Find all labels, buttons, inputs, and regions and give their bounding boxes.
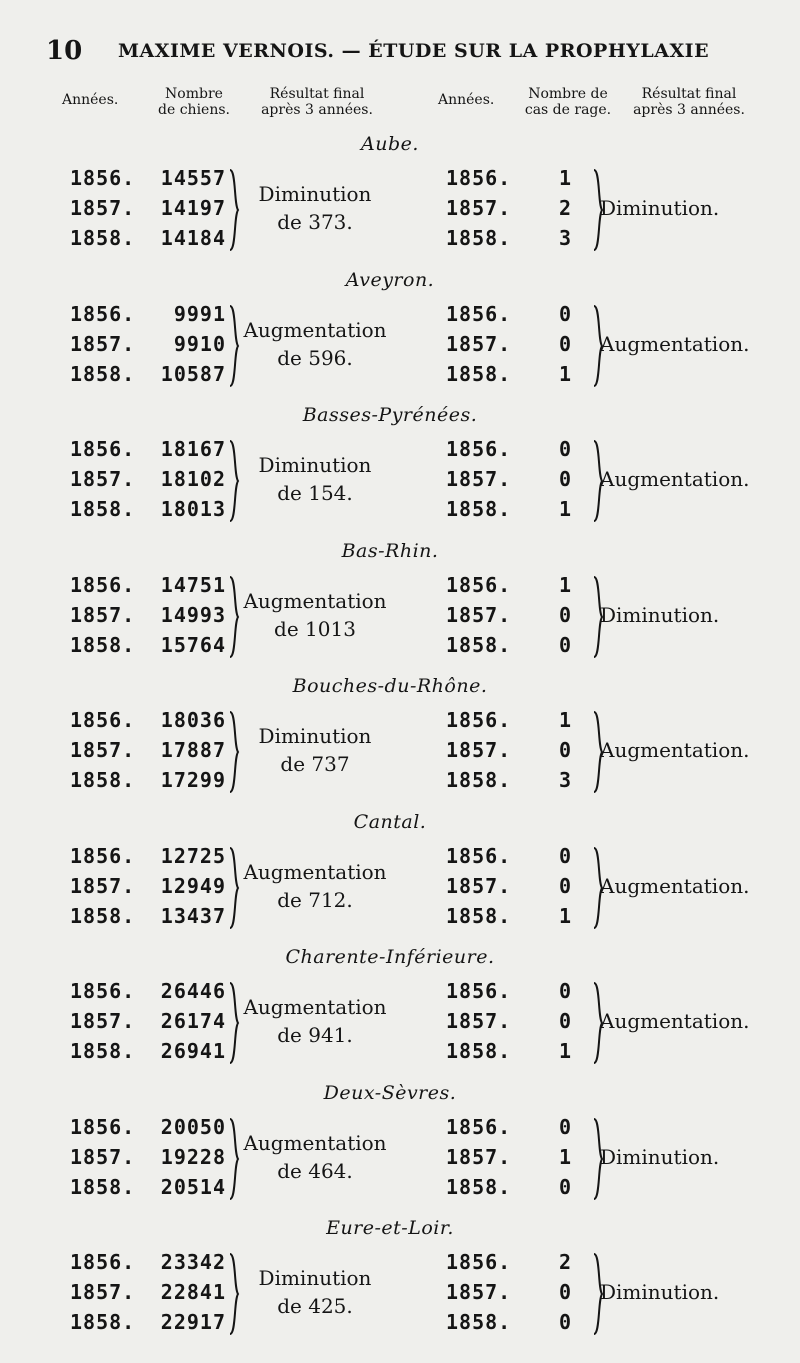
case-count: 1	[558, 361, 572, 386]
column-header-result-left-line2: après 3 années.	[261, 102, 373, 118]
dog-count: 14184	[160, 226, 226, 250]
dog-count: 15764	[160, 632, 226, 657]
dog-count: 12949	[160, 873, 226, 898]
dog-year: 1857.	[70, 738, 136, 762]
dog-year: 1857.	[70, 1280, 136, 1304]
dog-count: 19228	[160, 1144, 226, 1169]
result-right: Augmentation.	[600, 331, 750, 356]
result-left-line2: de 596.	[277, 345, 353, 370]
result-left	[236, 451, 394, 507]
department-name: Cantal.	[353, 810, 427, 833]
dog-year: 1856.	[70, 437, 136, 461]
result-left	[236, 858, 394, 914]
column-header-result-right-line2: après 3 années.	[633, 102, 745, 118]
dog-year: 1856.	[70, 843, 136, 868]
column-header-cases-line1: Nombre de	[528, 86, 608, 102]
dog-count: 13437	[160, 903, 226, 928]
dog-count: 18167	[160, 437, 226, 461]
dog-count: 18102	[160, 467, 226, 491]
running-title: MAXIME VERNOIS. — ÉTUDE SUR LA PROPHYLAXIE	[118, 40, 710, 62]
column-header-result-left-line1: Résultat final	[269, 86, 365, 102]
column-header-cases-line2: cas de rage.	[524, 102, 612, 118]
case-year: 1857.	[446, 1009, 512, 1033]
dog-count: 14557	[160, 166, 226, 190]
case-year: 1856.	[446, 708, 512, 732]
case-year: 1858.	[446, 768, 512, 792]
case-count: 0	[558, 1310, 572, 1334]
result-right: Diminution.	[600, 1144, 720, 1169]
dog-year: 1858.	[70, 1310, 136, 1334]
result-left	[236, 180, 394, 236]
result-left-line1: Diminution	[258, 1266, 372, 1290]
case-year: 1856.	[446, 979, 512, 1003]
result-right: Diminution.	[600, 196, 720, 220]
case-year: 1856.	[446, 301, 512, 326]
case-year: 1856.	[446, 1250, 512, 1274]
result-left-line1: Augmentation	[243, 859, 387, 884]
result-right: Augmentation.	[600, 1009, 750, 1033]
dog-count: 20050	[160, 1114, 226, 1139]
dog-year: 1857.	[70, 1144, 136, 1169]
result-left-line2: de 941.	[277, 1023, 353, 1047]
case-year: 1858.	[446, 1174, 512, 1199]
result-left-line2: de 373.	[277, 210, 353, 234]
result-left-line2: de 712.	[277, 887, 353, 912]
case-count: 0	[558, 738, 572, 762]
column-header-result-right	[616, 86, 762, 118]
dog-year: 1856.	[70, 166, 136, 190]
dog-count: 23342	[160, 1250, 226, 1274]
dog-year: 1858.	[70, 226, 136, 250]
dog-year: 1857.	[70, 873, 136, 898]
dog-year: 1856.	[70, 301, 136, 326]
dog-count: 14993	[160, 602, 226, 627]
dog-count: 17299	[160, 768, 226, 792]
dog-count: 18013	[160, 497, 226, 521]
result-right: Diminution.	[600, 602, 720, 627]
case-count: 3	[558, 768, 572, 792]
result-right: Augmentation.	[600, 873, 750, 898]
result-left	[236, 587, 394, 643]
dog-count: 26941	[160, 1039, 226, 1063]
dog-year: 1856.	[70, 1114, 136, 1139]
result-left-line2: de 154.	[277, 481, 353, 505]
case-year: 1858.	[446, 903, 512, 928]
department-name: Aveyron.	[345, 268, 435, 291]
department-name: Basses-Pyrénées.	[302, 404, 478, 426]
dog-year: 1857.	[70, 602, 136, 627]
dog-year: 1856.	[70, 708, 136, 732]
column-header-dogs-line2: de chiens.	[158, 102, 230, 118]
case-year: 1856.	[446, 166, 512, 190]
dog-count: 20514	[160, 1174, 226, 1199]
dog-year: 1857.	[70, 1009, 136, 1033]
case-year: 1856.	[446, 1114, 512, 1139]
case-year: 1857.	[446, 331, 512, 356]
department-name: Charente-Inférieure.	[285, 946, 495, 968]
dog-year: 1858.	[70, 361, 136, 386]
page-number: 10	[46, 36, 83, 66]
dog-year: 1858.	[70, 768, 136, 792]
dog-year: 1858.	[70, 497, 136, 521]
case-year: 1858.	[446, 226, 512, 250]
dog-year: 1858.	[70, 1174, 136, 1199]
dog-year: 1856.	[70, 1250, 136, 1274]
case-count: 0	[558, 301, 572, 326]
case-count: 0	[558, 632, 572, 657]
dog-count: 26446	[160, 979, 226, 1003]
case-year: 1857.	[446, 738, 512, 762]
case-count: 0	[558, 1114, 572, 1139]
dog-year: 1858.	[70, 903, 136, 928]
dog-year: 1858.	[70, 1039, 136, 1063]
result-left-line1: Diminution	[258, 182, 372, 206]
result-left	[236, 722, 394, 778]
case-year: 1857.	[446, 467, 512, 491]
column-header-cases	[508, 86, 628, 118]
case-count: 1	[558, 1039, 572, 1063]
case-count: 1	[558, 903, 572, 928]
case-year: 1857.	[446, 1280, 512, 1304]
result-left-line1: Augmentation	[243, 588, 387, 613]
dog-count: 14197	[160, 196, 226, 220]
case-count: 2	[558, 196, 572, 220]
result-left-line1: Augmentation	[243, 1130, 387, 1155]
column-header-dogs	[148, 86, 240, 118]
case-year: 1857.	[446, 873, 512, 898]
dog-count: 14751	[160, 572, 226, 597]
dog-count: 22841	[160, 1280, 226, 1304]
case-count: 0	[558, 873, 572, 898]
dog-count: 9991	[173, 301, 226, 326]
dog-count: 22917	[160, 1310, 226, 1334]
result-left-line1: Augmentation	[243, 995, 387, 1019]
case-count: 2	[558, 1250, 572, 1274]
case-count: 1	[558, 1144, 572, 1169]
result-right: Diminution.	[600, 1280, 720, 1304]
result-right: Augmentation.	[600, 738, 750, 762]
result-left-line2: de 737	[280, 752, 350, 776]
column-header-years-left: Années.	[62, 92, 119, 108]
dog-count: 12725	[160, 843, 226, 868]
result-left-line2: de 464.	[277, 1158, 353, 1183]
case-count: 0	[558, 437, 572, 461]
case-count: 0	[558, 467, 572, 491]
dog-year: 1856.	[70, 572, 136, 597]
case-count: 0	[558, 1174, 572, 1199]
case-year: 1856.	[446, 572, 512, 597]
dog-count: 17887	[160, 738, 226, 762]
case-year: 1858.	[446, 632, 512, 657]
dog-count: 18036	[160, 708, 226, 732]
result-left	[236, 993, 394, 1049]
case-count: 0	[558, 1009, 572, 1033]
department-name: Eure-et-Loir.	[326, 1217, 454, 1239]
case-year: 1857.	[446, 1144, 512, 1169]
result-left-line2: de 1013	[274, 616, 356, 641]
case-count: 0	[558, 331, 572, 356]
result-left	[236, 1264, 394, 1320]
case-count: 1	[558, 166, 572, 190]
case-count: 0	[558, 979, 572, 1003]
case-count: 0	[558, 1280, 572, 1304]
case-year: 1857.	[446, 196, 512, 220]
dog-year: 1857.	[70, 331, 136, 356]
result-left	[236, 1129, 394, 1185]
case-count: 1	[558, 572, 572, 597]
case-year: 1858.	[446, 1310, 512, 1334]
department-name: Aube.	[361, 133, 419, 155]
case-year: 1858.	[446, 497, 512, 521]
dog-year: 1858.	[70, 632, 136, 657]
column-header-result-left	[244, 86, 390, 118]
dog-year: 1856.	[70, 979, 136, 1003]
dog-year: 1857.	[70, 467, 136, 491]
dog-count: 10587	[160, 361, 226, 386]
case-count: 1	[558, 497, 572, 521]
dog-count: 26174	[160, 1009, 226, 1033]
case-count: 0	[558, 843, 572, 868]
dog-year: 1857.	[70, 196, 136, 220]
result-left-line2: de 425.	[277, 1294, 353, 1318]
case-year: 1857.	[446, 602, 512, 627]
case-year: 1856.	[446, 843, 512, 868]
result-left-line1: Diminution	[258, 724, 372, 748]
result-left-line1: Diminution	[258, 453, 372, 477]
case-year: 1856.	[446, 437, 512, 461]
dog-count: 9910	[173, 331, 226, 356]
column-header-years-right: Années.	[438, 92, 495, 108]
column-header-dogs-line1: Nombre	[165, 86, 223, 102]
result-left	[236, 316, 394, 372]
case-count: 0	[558, 602, 572, 627]
column-header-result-right-line1: Résultat final	[641, 86, 737, 102]
department-name: Bouches-du-Rhône.	[292, 675, 488, 697]
result-right: Augmentation.	[600, 467, 750, 491]
department-name: Deux-Sèvres.	[323, 1081, 457, 1104]
case-year: 1858.	[446, 361, 512, 386]
case-count: 3	[558, 226, 572, 250]
case-year: 1858.	[446, 1039, 512, 1063]
result-left-line1: Augmentation	[243, 317, 387, 342]
department-name: Bas-Rhin.	[341, 539, 439, 562]
case-count: 1	[558, 708, 572, 732]
